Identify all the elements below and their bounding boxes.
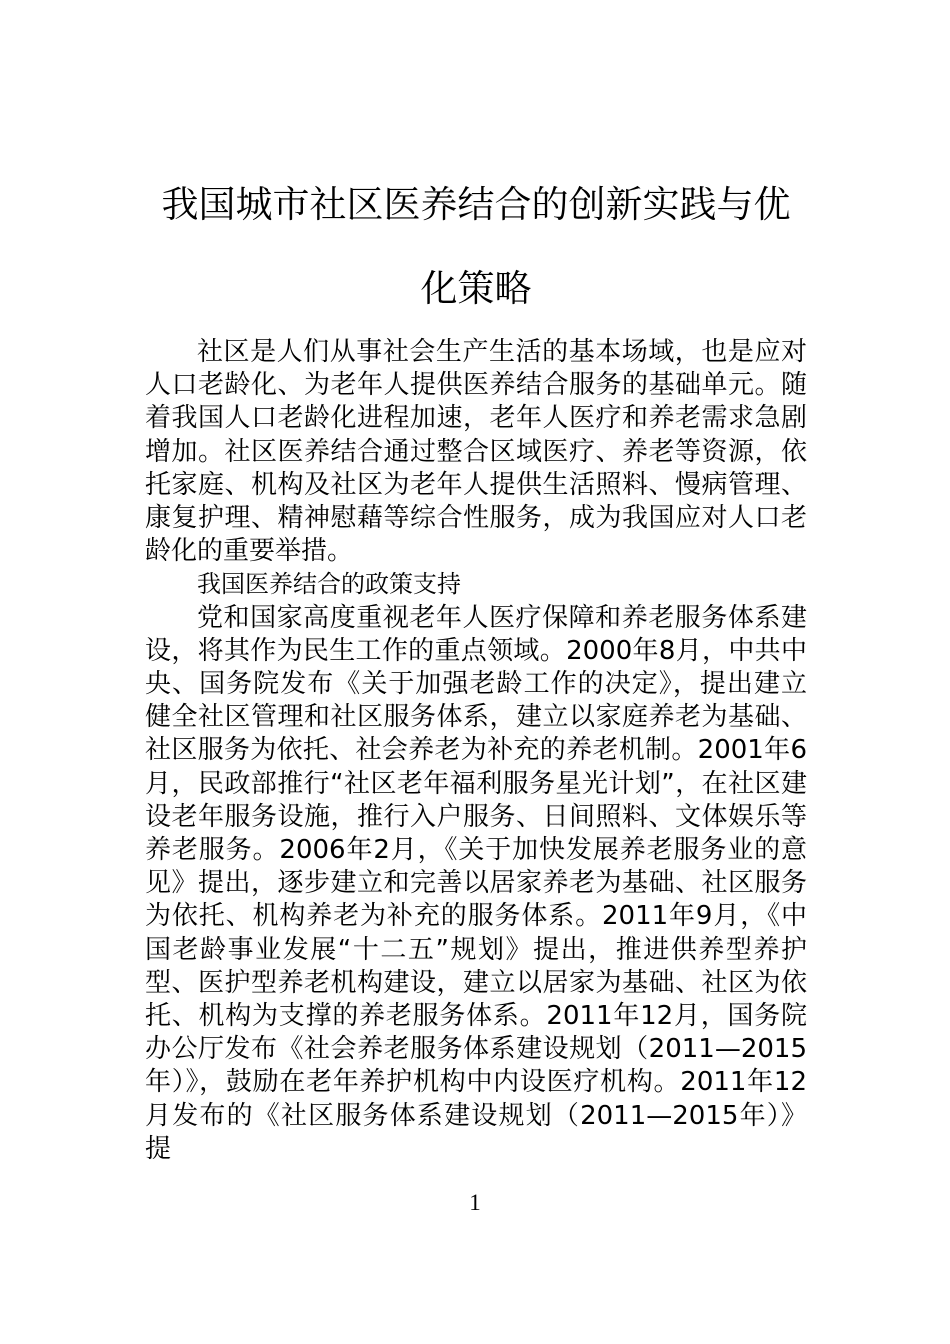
document-title: 我国城市社区医养结合的创新实践与优化策略: [161, 183, 791, 310]
section-heading: 我国医养结合的政策支持: [197, 570, 461, 599]
page-number: 1: [469, 1190, 481, 1215]
intro-paragraph: 社区是人们从事社会生产生活的基本场域，也是应对人口老龄化、为老年人提供医养结合服务的基础单元。随着我国人口老龄化进程加速，老年人医疗和养老需求急剧增加。社区医养结合通过整合区域医疗、养老等资源，依托家庭、机构及社区为老年人提供生活照料、慢病管理、康复护理、精神慰藉等综合性服务，成为我国应对人口老龄化的重要举措。: [145, 337, 807, 567]
document-body: [145, 336, 807, 1166]
policy-paragraph: 党和国家高度重视老年人医疗保障和养老服务体系建设，将其作为民生工作的重点领域。2000年8月，中共中央、国务院发布《关于加强老龄工作的决定》，提出建立健全社区管理和社区服务体系，建立以家庭养老为基础、社区服务为依托、社会养老为补充的养老机制。2001年6月，民政部推行“社区老年福利服务星光计划”，在社区建设老年服务设施，推行入户服务、日间照料、文体娱乐等养老服务。2006年2月，《关于加快发展养老服务业的意见》提出，逐步建立和完善以居家养老为基础、社区服务为依托、机构养老为补充的服务体系。2011年9月，《中国老龄事业发展“十二五”规划》提出，推进供养型养护型、医护型养老机构建设，建立以居家为基础、社区为依托、机构为支撑的养老服务体系。2011年12月，国务院办公厅发布《社会养老服务体系建设规划（2011—2015年）》，鼓励在老年养护机构中内设医疗机构。2011年12月发布的《社区服务体系建设规划（2011—2015年）》提: [145, 602, 807, 1164]
